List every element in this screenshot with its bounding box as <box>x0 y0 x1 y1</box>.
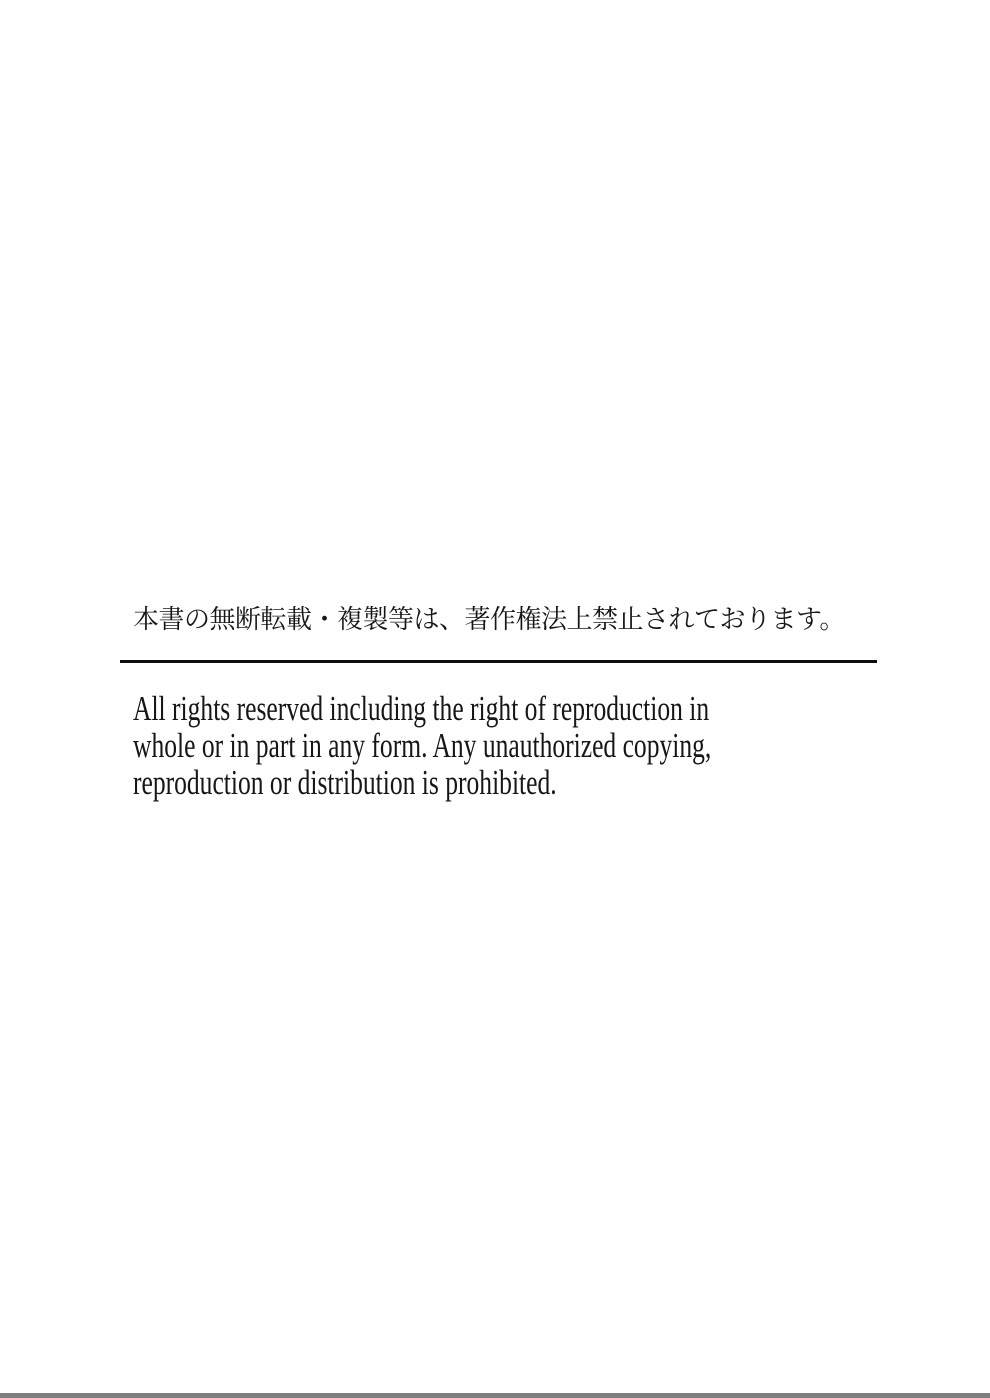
bottom-scan-edge <box>0 1393 990 1398</box>
english-copyright-notice <box>133 690 925 801</box>
japanese-copyright-notice: 本書の無断転載・複製等は、著作権法上禁止されております。 <box>133 605 845 634</box>
english-notice-line-3: reproduction or distribution is prohibited. <box>133 763 557 802</box>
english-notice-line-2: whole or in part in any form. Any unauthorized copying, <box>133 726 712 765</box>
divider-rule <box>120 660 877 663</box>
english-notice-line-1: All rights reserved including the right of reproduction in <box>133 689 710 728</box>
